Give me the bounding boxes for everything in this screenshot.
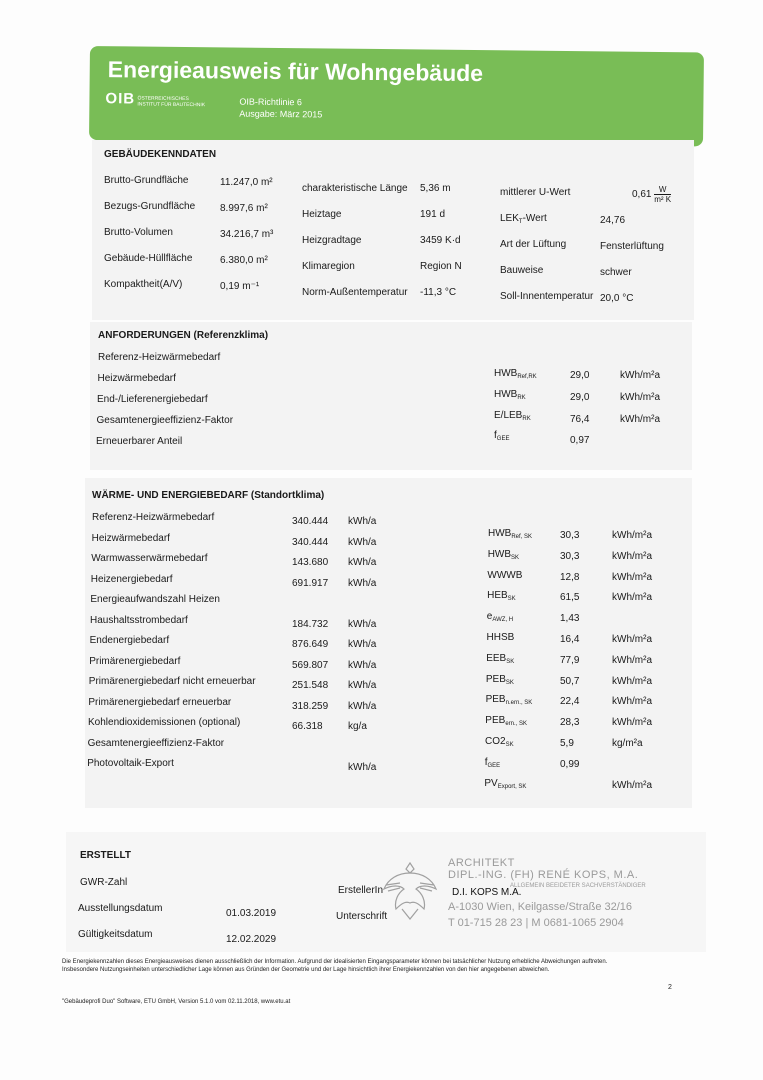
- standort-key: [487, 570, 522, 581]
- subscript: SK: [507, 596, 516, 603]
- subscript: GEE: [496, 436, 510, 442]
- ausgabe: Ausgabe: März 2015: [239, 108, 323, 120]
- standort-value: 28,3: [560, 717, 580, 729]
- gebaeude-label: Heizgradtage: [302, 235, 362, 246]
- key-label: E/LEB: [494, 410, 523, 421]
- key-label: f: [484, 756, 488, 768]
- standort-value: 569.807: [292, 659, 329, 671]
- key-label: HHSB: [486, 632, 515, 643]
- stamp-line-3: ALLGEMEIN BEEIDETER SACHVERSTÄNDIGER: [510, 883, 646, 889]
- gebaeude-value: -11,3 °C: [420, 287, 457, 298]
- anforderungen-key: [494, 430, 509, 442]
- key-label: HWB: [488, 528, 512, 539]
- stamp-line-5: T 01-715 28 23 | M 0681-1065 2904: [448, 917, 624, 929]
- key-label: EEB: [486, 652, 507, 664]
- anforderungen-key: [494, 410, 531, 422]
- standort-value: 30,3: [560, 550, 580, 562]
- key-label: HWB: [494, 368, 518, 379]
- gebaeude-label: [500, 213, 547, 225]
- key-label: LEK: [500, 213, 519, 224]
- gebaeude-value: 11.247,0 m²: [220, 177, 273, 188]
- anforderungen-label: End-/Lieferenergiebedarf: [97, 394, 208, 405]
- key-label: PEB: [485, 694, 506, 706]
- subscript: AWZ, H: [492, 617, 514, 624]
- stamp-line-1: ARCHITEKT: [448, 857, 515, 869]
- key-label: PEB: [485, 715, 506, 727]
- subscript: T: [518, 219, 523, 225]
- standort-label: Haushaltsstrombedarf: [90, 614, 188, 626]
- key-label: CO2: [485, 736, 506, 747]
- gebaeude-label: mittlerer U-Wert: [500, 187, 571, 198]
- anforderungen-unit: kWh/m²a: [620, 370, 660, 381]
- standort-label: Gesamtenergieeffizienz-Faktor: [87, 737, 225, 749]
- standort-label: Warmwasserwärmebedarf: [91, 553, 208, 564]
- standort-unit: kWh/a: [348, 536, 377, 548]
- standort-label: Kohlendioxidemissionen (optional): [88, 717, 241, 728]
- key-label: PV: [484, 777, 498, 789]
- page-number: 2: [668, 984, 672, 991]
- standort-key: [485, 757, 500, 769]
- standort-label: Heizwärmebedarf: [91, 532, 170, 544]
- standort-unit: kWh/a: [348, 557, 377, 568]
- standort-unit: kWh/a: [348, 516, 377, 527]
- subscript: SK: [506, 658, 515, 665]
- standort-unit: kWh/m²a: [612, 634, 652, 645]
- standort-unit: kWh/a: [348, 618, 377, 630]
- standort-unit: kWh/m²a: [612, 571, 652, 583]
- standort-unit: kWh/a: [348, 659, 377, 671]
- standort-value: 77,9: [560, 654, 580, 666]
- ausstellung-label: Ausstellungsdatum: [78, 903, 163, 914]
- richtlinie: OIB-Richtlinie 6: [239, 96, 303, 108]
- standort-value: 184.732: [292, 618, 329, 630]
- anforderungen-label: Erneuerbarer Anteil: [96, 436, 183, 447]
- gebaeude-label: Brutto-Volumen: [104, 227, 173, 238]
- gebaeude-value: Fensterlüftung: [600, 241, 664, 252]
- standort-title: WÄRME- UND ENERGIEBEDARF (Standortklima): [92, 490, 325, 501]
- standort-key: [485, 736, 514, 748]
- subscript: Export, SK: [497, 783, 527, 790]
- standort-value: 0,99: [560, 758, 580, 770]
- oib-logo-subtitle: ÖSTERREICHISCHES INSTITUT FÜR BAUTECHNIK: [137, 95, 206, 109]
- key-label: HWB: [487, 548, 512, 560]
- gwr-label: GWR-Zahl: [80, 877, 128, 888]
- richtlinie-info: [239, 96, 322, 121]
- subscript: Ref, SK: [511, 534, 533, 540]
- gebaeude-label: Heiztage: [302, 209, 342, 220]
- unterschrift-label: Unterschrift: [336, 911, 388, 922]
- unit-fraction: [654, 185, 671, 204]
- austrian-eagle-seal-icon: [380, 855, 440, 925]
- stamp-line-2: DIPL.-ING. (FH) RENÉ KOPS, M.A.: [448, 869, 639, 881]
- label-suffix: -Wert: [522, 213, 547, 224]
- erstellt-title: ERSTELLT: [80, 850, 131, 861]
- subscript: SK: [511, 554, 520, 561]
- standort-section: [85, 478, 692, 808]
- gebaeude-value: schwer: [600, 267, 632, 278]
- document-title: Energieausweis für Wohngebäude: [107, 56, 484, 87]
- gebaeude-label: Norm-Außentemperatur: [302, 287, 408, 298]
- standort-unit: kWh/m²a: [612, 654, 652, 666]
- standort-value: 16,4: [560, 634, 580, 645]
- gebaeude-label: Bauweise: [500, 265, 544, 276]
- standort-label: Primärenergiebedarf erneuerbar: [88, 696, 232, 708]
- gueltig-value: 12.02.2029: [226, 934, 277, 945]
- standort-key: [488, 528, 532, 540]
- anforderungen-value: 29,0: [570, 392, 590, 403]
- standort-unit: kWh/a: [348, 680, 377, 691]
- standort-unit: kWh/m²a: [612, 530, 652, 541]
- standort-value: 691.917: [292, 577, 329, 589]
- standort-label: Referenz-Heizwärmebedarf: [92, 512, 215, 523]
- footer-disclaimer: Die Energiekennzahlen dieses Energieausweises dienen ausschließlich der Information. Aufgrund der idealisierten Eingangsparameter können bei tatsächlicher Nutzung erhebliche Abweichungen auftreten. Insbesondere Nutzungseinheiten unterschiedlicher Lage können aus Gründen der Geometrie und der Lage hinsichtlich ihrer Energiekennzahlen von den hier angegebenen abweichen.: [62, 959, 608, 973]
- stamp-line-4: A-1030 Wien, Keilgasse/Straße 32/16: [448, 901, 633, 913]
- gebaeude-value: 5,36 m: [420, 183, 451, 194]
- gebaeude-label: Brutto-Grundfläche: [104, 175, 189, 186]
- standort-value: 876.649: [292, 639, 329, 650]
- gebaeude-value: 24,76: [600, 215, 626, 226]
- subscript: RK: [522, 416, 531, 422]
- standort-value: 50,7: [560, 675, 580, 687]
- anforderungen-key: [494, 368, 537, 380]
- standort-value: 22,4: [560, 696, 580, 708]
- subscript: SK: [505, 679, 514, 686]
- subscript: SK: [505, 742, 514, 748]
- anforderungen-title: ANFORDERUNGEN (Referenzklima): [98, 330, 269, 341]
- standort-unit: kWh/m²a: [612, 696, 652, 708]
- standort-value: 30,3: [560, 530, 580, 541]
- ausstellung-value: 01.03.2019: [226, 908, 277, 919]
- subscript: GEE: [487, 762, 501, 769]
- ersteller-label: ErstellerIn: [338, 885, 384, 896]
- subscript: ern., SK: [505, 721, 527, 728]
- gebaeude-value: 0,19 m⁻¹: [220, 281, 260, 292]
- gebaeude-label: Soll-Innentemperatur: [500, 291, 594, 302]
- gebaeude-label: charakteristische Länge: [302, 183, 408, 194]
- subscript: n.ern., SK: [505, 700, 533, 707]
- standort-unit: kWh/a: [348, 577, 377, 589]
- gebaeude-value: 3459 K·d: [420, 235, 461, 246]
- gebaeude-value: Region N: [420, 261, 462, 272]
- key-label: HEB: [487, 590, 508, 602]
- header-banner: [89, 46, 704, 146]
- key-label: PEB: [485, 673, 506, 685]
- gebaeude-value: 6.380,0 m²: [220, 255, 268, 266]
- anforderungen-key: [494, 389, 526, 401]
- gebaeude-value: [632, 185, 671, 204]
- standort-value: 143.680: [292, 557, 329, 568]
- anforderungen-label: Referenz-Heizwärmebedarf: [98, 352, 221, 363]
- unit-denominator: m² K: [654, 195, 672, 204]
- gebaeude-label: Art der Lüftung: [500, 239, 567, 250]
- subscript: Ref,RK: [517, 374, 537, 380]
- subscript: RK: [517, 395, 526, 401]
- anforderungen-value: 0,97: [570, 435, 590, 446]
- key-label: e: [486, 611, 493, 623]
- unit-numerator: W: [654, 185, 671, 195]
- standort-label: Heizenergiebedarf: [90, 573, 173, 585]
- standort-value: 251.548: [292, 680, 329, 691]
- gebaeude-value: 34.216,7 m³: [220, 229, 274, 240]
- standort-key: [487, 611, 513, 623]
- standort-unit: kWh/m²a: [612, 779, 652, 791]
- gebaeude-label: Gebäude-Hüllfläche: [104, 253, 193, 264]
- gebaeude-label: Kompaktheit(A/V): [104, 279, 183, 290]
- standort-label: Endenergiebedarf: [89, 635, 170, 646]
- standort-unit: kWh/m²a: [612, 550, 652, 562]
- standort-key: [487, 590, 516, 602]
- standort-value: 1,43: [560, 613, 580, 625]
- key-label: HWB: [494, 389, 518, 400]
- standort-key: [487, 632, 515, 643]
- standort-unit: kWh/m²a: [612, 592, 652, 604]
- standort-unit: kWh/a: [348, 700, 377, 712]
- gebaeude-value: 20,0 °C: [600, 293, 634, 304]
- gueltig-label: Gültigkeitsdatum: [78, 929, 153, 940]
- standort-unit: kg/a: [348, 721, 367, 732]
- anforderungen-unit: kWh/m²a: [620, 392, 660, 403]
- standort-value: 340.444: [292, 516, 329, 527]
- standort-value: 340.444: [292, 536, 329, 548]
- standort-key: [486, 694, 533, 706]
- standort-unit: kWh/a: [348, 762, 377, 773]
- standort-value: 61,5: [560, 592, 580, 604]
- standort-key: [484, 778, 526, 790]
- anforderungen-label: Gesamtenergieeffizienz-Faktor: [96, 415, 234, 426]
- standort-key: [488, 549, 519, 561]
- standort-value: 12,8: [560, 571, 580, 583]
- standort-label: Energieaufwandszahl Heizen: [90, 594, 220, 605]
- anforderungen-value: 76,4: [570, 414, 590, 425]
- standort-value: 66.318: [292, 721, 323, 732]
- ersteller-value: D.I. KOPS M.A.: [452, 887, 522, 898]
- standort-key: [485, 715, 527, 727]
- gebaeude-value: 8.997,6 m²: [220, 203, 268, 214]
- gebaeude-value: 191 d: [420, 209, 446, 220]
- oib-logo: OIB: [105, 90, 136, 108]
- standort-unit: kWh/a: [348, 639, 377, 650]
- standort-unit: kWh/m²a: [612, 717, 652, 729]
- value-number: 0,61: [632, 189, 655, 201]
- standort-key: [486, 653, 514, 665]
- standort-label: Photovoltaik-Export: [87, 758, 174, 769]
- standort-key: [486, 674, 514, 686]
- footer-software: "Gebäudeprofi Duo" Software, ETU GmbH, Version 5.1.0 vom 02.11.2018, www.etu.at: [62, 999, 291, 1005]
- standort-value: 5,9: [560, 738, 574, 749]
- gebaeude-title: GEBÄUDEKENNDATEN: [104, 149, 217, 160]
- anforderungen-unit: kWh/m²a: [620, 414, 660, 425]
- anforderungen-label: Heizwärmebedarf: [97, 373, 176, 384]
- standort-label: Primärenergiebedarf nicht erneuerbar: [88, 676, 256, 687]
- architect-stamp: [380, 855, 670, 935]
- standort-value: 318.259: [292, 700, 329, 712]
- gebaeude-label: Bezugs-Grundfläche: [104, 201, 196, 212]
- key-label: WWWB: [487, 569, 523, 581]
- key-label: f: [494, 430, 497, 441]
- standort-unit: kg/m²a: [612, 738, 643, 749]
- gebaeude-label: Klimaregion: [302, 261, 355, 272]
- anforderungen-value: 29,0: [570, 370, 590, 381]
- standort-label: Primärenergiebedarf: [89, 655, 181, 667]
- standort-unit: kWh/m²a: [612, 675, 652, 687]
